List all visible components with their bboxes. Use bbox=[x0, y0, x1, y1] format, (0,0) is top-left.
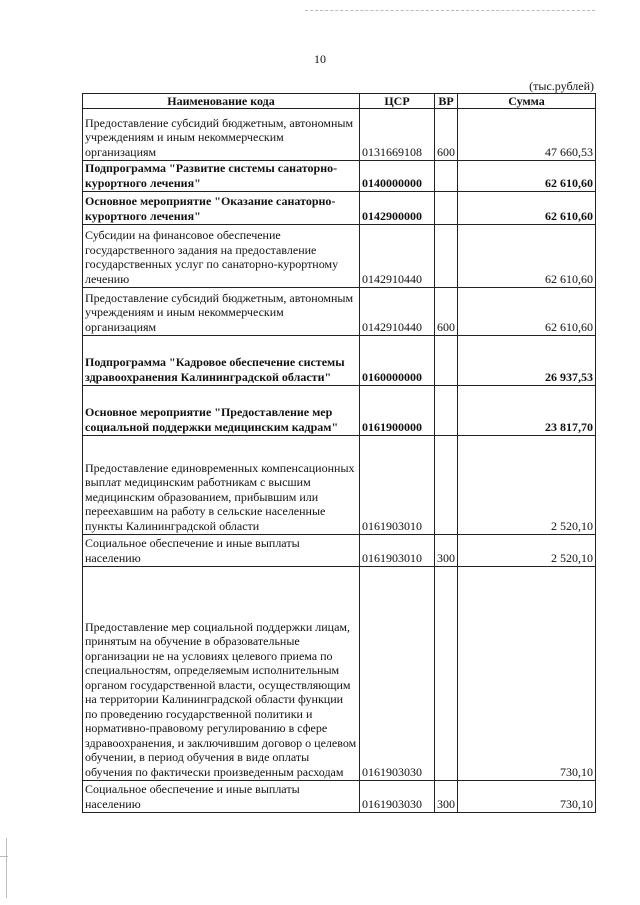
row-csr: 0140000000 bbox=[360, 161, 435, 192]
row-sum: 730,10 bbox=[458, 781, 596, 813]
row-vr bbox=[435, 436, 458, 535]
row-sum: 2 520,10 bbox=[458, 535, 596, 567]
row-vr bbox=[435, 336, 458, 386]
row-vr bbox=[435, 225, 458, 288]
row-sum: 62 610,60 bbox=[458, 192, 596, 225]
table-row bbox=[83, 225, 596, 288]
top-dashed-rule bbox=[305, 10, 595, 11]
table-row bbox=[83, 781, 596, 813]
row-sum: 26 937,53 bbox=[458, 336, 596, 386]
row-csr: 0161903030 bbox=[360, 567, 435, 781]
table-row bbox=[83, 535, 596, 567]
row-name: Подпрограмма "Кадровое обеспечение системы здравоохранения Калининградской области" bbox=[83, 336, 360, 386]
row-csr: 0161903010 bbox=[360, 535, 435, 567]
row-sum: 62 610,60 bbox=[458, 288, 596, 336]
row-name: Социальное обеспечение и иные выплаты населению bbox=[83, 535, 360, 567]
table-row bbox=[83, 161, 596, 192]
table-header-row bbox=[83, 94, 596, 109]
header-sum: Сумма bbox=[458, 94, 596, 109]
row-name: Основное мероприятие "Предоставление мер социальной поддержки медицинским кадрам" bbox=[83, 386, 360, 436]
header-name: Наименование кода bbox=[83, 94, 360, 109]
row-vr bbox=[435, 192, 458, 225]
table-row bbox=[83, 567, 596, 781]
row-name: Предоставление субсидий бюджетным, автономным учреждениям и иным некоммерческим организациям bbox=[83, 109, 360, 161]
row-name: Подпрограмма "Развитие системы санаторно-курортного лечения" bbox=[83, 161, 360, 192]
row-csr: 0161900000 bbox=[360, 386, 435, 436]
row-sum: 730,10 bbox=[458, 567, 596, 781]
row-vr bbox=[435, 386, 458, 436]
row-csr: 0142900000 bbox=[360, 192, 435, 225]
margin-mark bbox=[6, 838, 7, 898]
row-name: Предоставление субсидий бюджетным, автономным учреждениям и иным некоммерческим организациям bbox=[83, 288, 360, 336]
header-vr: ВР bbox=[435, 94, 458, 109]
row-csr: 0161903010 bbox=[360, 436, 435, 535]
row-csr: 0131669108 bbox=[360, 109, 435, 161]
table-row bbox=[83, 288, 596, 336]
units-label: (тыс.рублей) bbox=[529, 79, 594, 93]
table-row bbox=[83, 436, 596, 535]
row-vr: 300 bbox=[435, 535, 458, 567]
table-row bbox=[83, 336, 596, 386]
margin-tick bbox=[0, 856, 8, 857]
row-name: Социальное обеспечение и иные выплаты населению bbox=[83, 781, 360, 813]
row-name: Субсидии на финансовое обеспечение государственного задания на предоставление государственных услуг по санаторно-курортному лечению bbox=[83, 225, 360, 288]
table-row bbox=[83, 386, 596, 436]
row-vr bbox=[435, 161, 458, 192]
row-csr: 0142910440 bbox=[360, 225, 435, 288]
row-name: Предоставление единовременных компенсационных выплат медицинским работникам с высшим медицинским образованием, прибывшим или переехавшим на работу в сельские населенные пункты Калининградской области bbox=[83, 436, 360, 535]
row-vr bbox=[435, 567, 458, 781]
row-csr: 0160000000 bbox=[360, 336, 435, 386]
row-vr: 600 bbox=[435, 109, 458, 161]
page-number: 10 bbox=[314, 52, 326, 66]
row-name: Основное мероприятие "Оказание санаторно-курортного лечения" bbox=[83, 192, 360, 225]
row-csr: 0161903030 bbox=[360, 781, 435, 813]
row-csr: 0142910440 bbox=[360, 288, 435, 336]
table-row bbox=[83, 109, 596, 161]
row-sum: 23 817,70 bbox=[458, 386, 596, 436]
row-sum: 62 610,60 bbox=[458, 161, 596, 192]
row-name: Предоставление мер социальной поддержки лицам, принятым на обучение в образовательные организации не на условиях целевого приема по специальностям, определяемым исполнительным органом государственной власти, осуществляющим на территории Калининградской области функции по проведению государственной политики и нормативно-правовому регулированию в сфере здравоохранения, и заключившим договор о целевом обучении, в период обучения в виде оплаты обучения по фактически произведенным расходам bbox=[83, 567, 360, 781]
row-vr: 300 bbox=[435, 781, 458, 813]
row-sum: 62 610,60 bbox=[458, 225, 596, 288]
table-row bbox=[83, 192, 596, 225]
row-vr: 600 bbox=[435, 288, 458, 336]
row-sum: 2 520,10 bbox=[458, 436, 596, 535]
header-csr: ЦСР bbox=[360, 94, 435, 109]
row-sum: 47 660,53 bbox=[458, 109, 596, 161]
budget-table bbox=[82, 93, 596, 813]
